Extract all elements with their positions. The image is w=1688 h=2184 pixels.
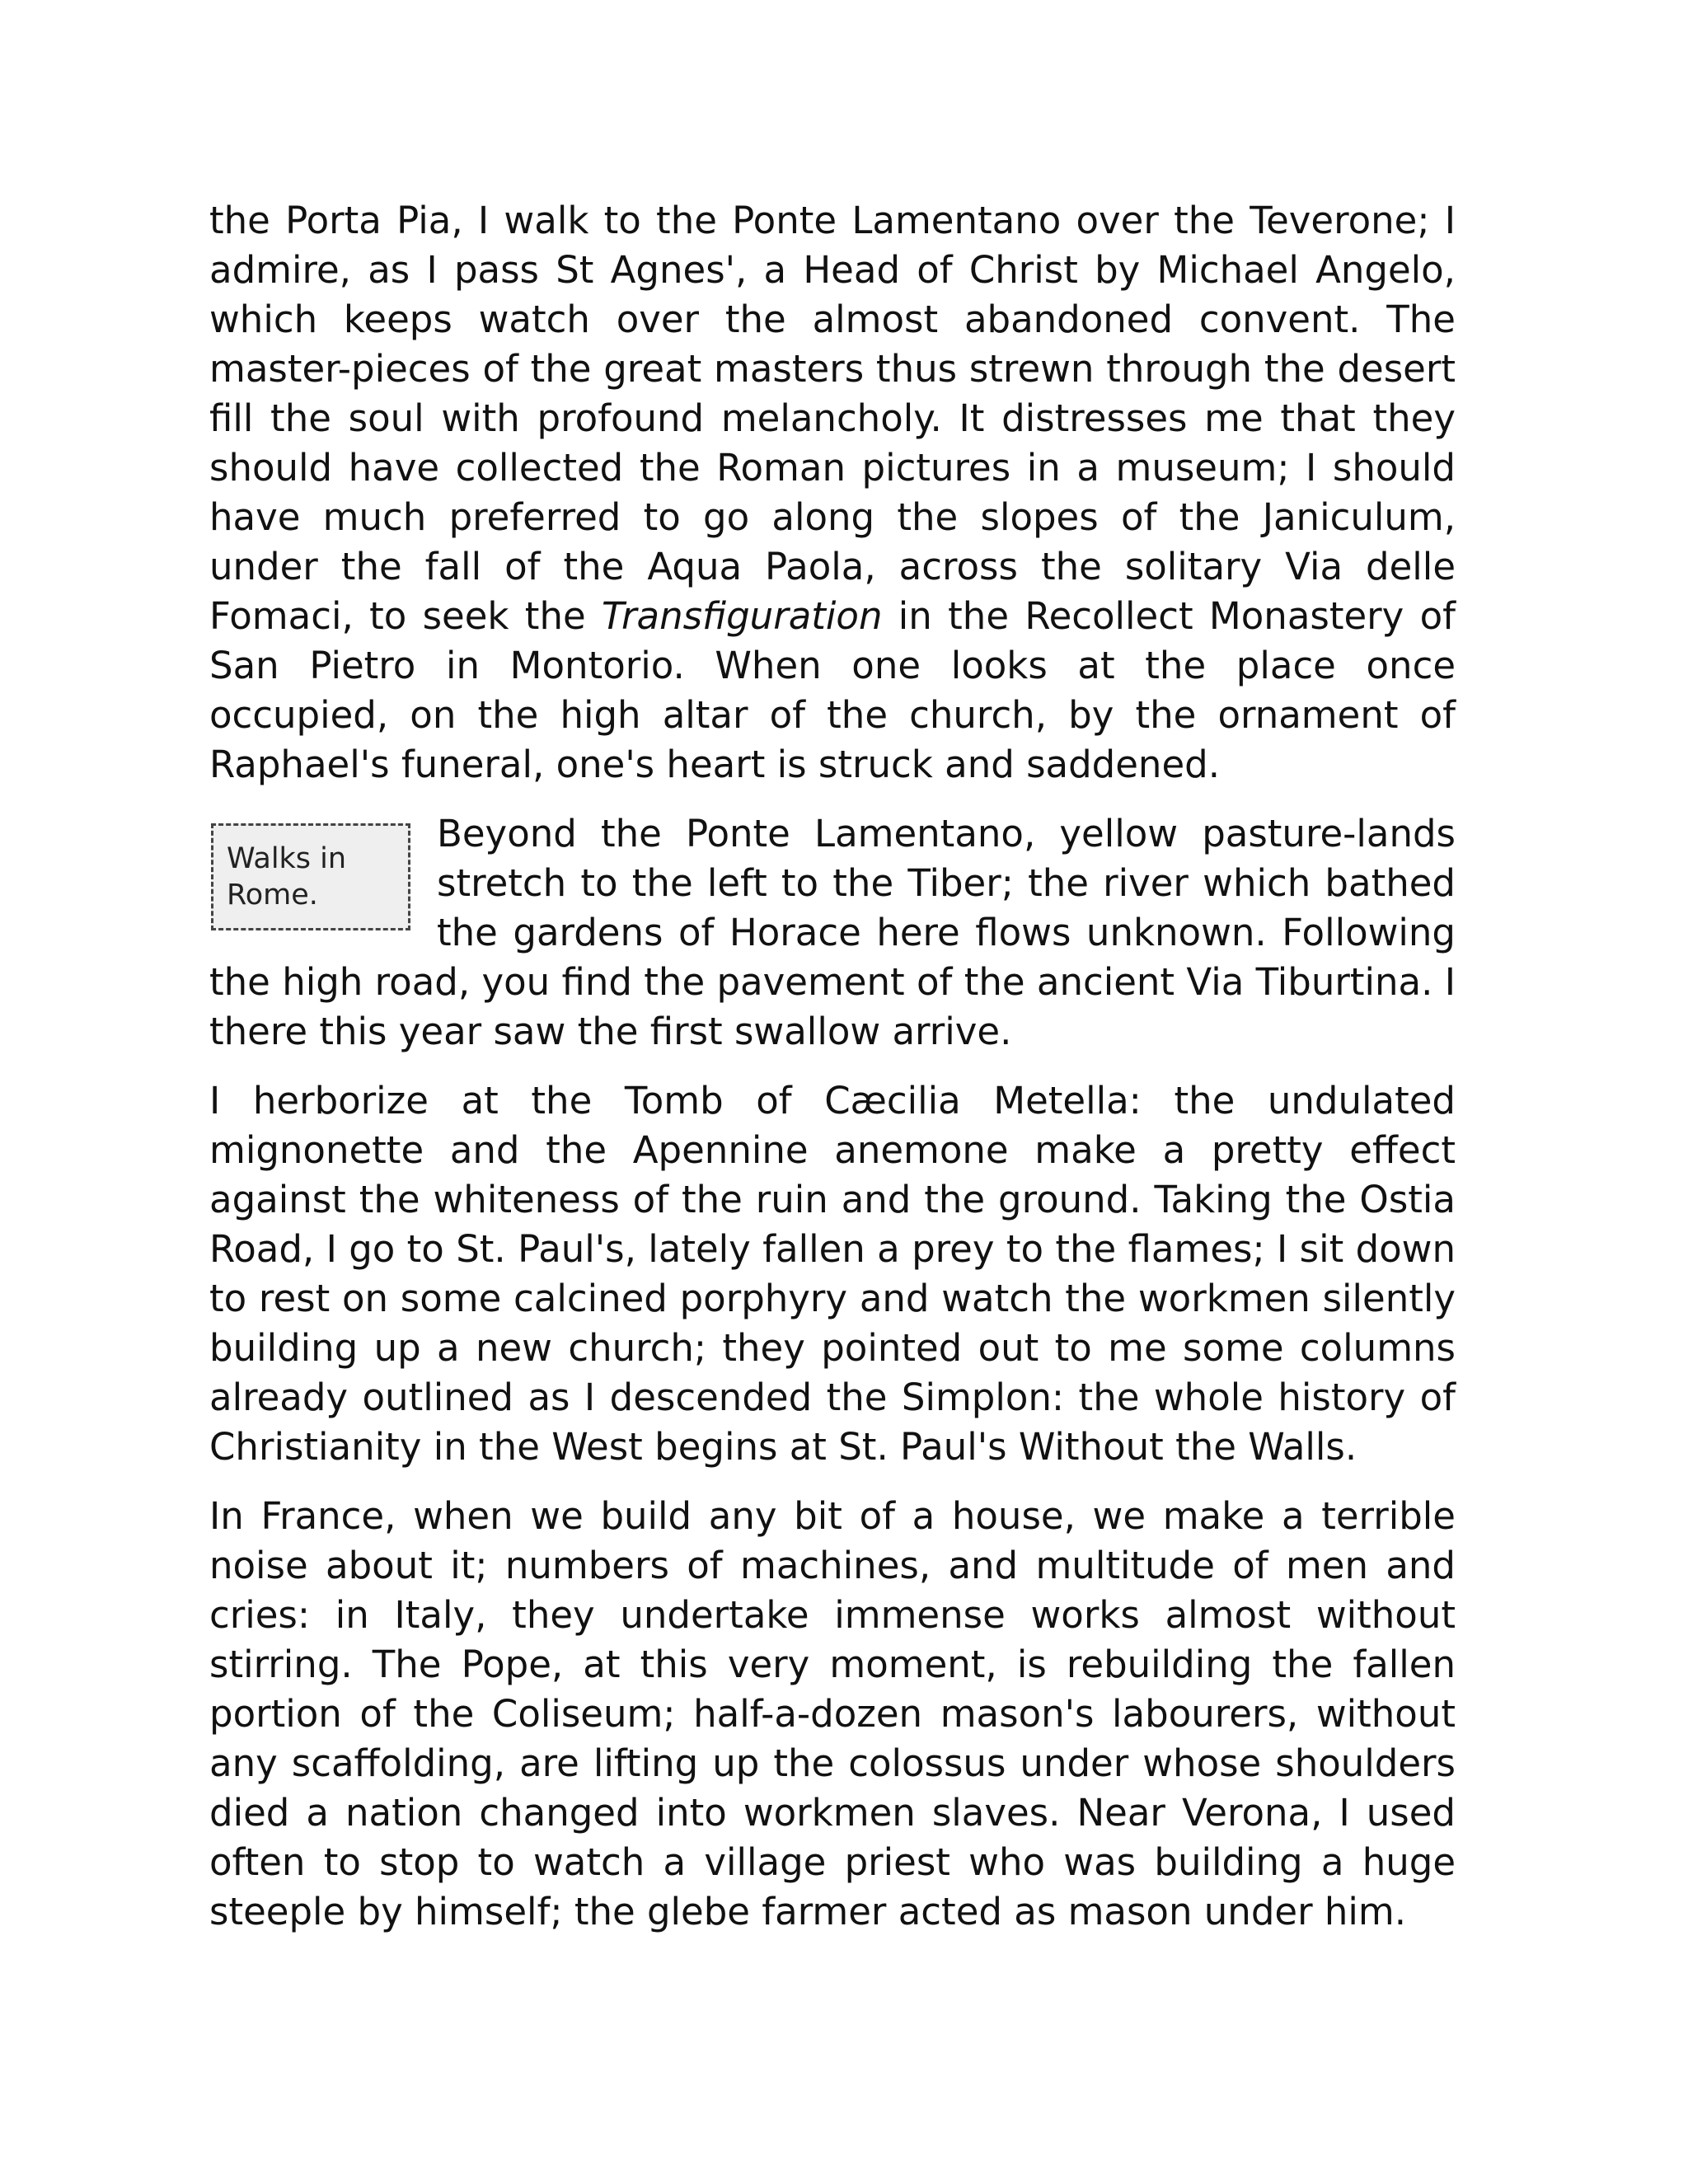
document-page bbox=[209, 196, 1456, 1957]
paragraph-3: I herborize at the Tomb of Cæcilia Metella: the undulated mignonette and the Apennine anemone make a pretty effect against the whiteness of the ruin and the ground. Taking the Ostia Road, I go to St. Paul's, lately fallen a prey to the flames; I sit down to rest on some calcined porphyry and watch the workmen silently building up a new church; they pointed out to me some columns already outlined as I descended the Simplon: the whole history of Christianity in the West begins at St. Paul's Without the Walls. bbox=[209, 1079, 1456, 1469]
paragraph-1-text-b: in the Recollect Monastery of San Pietro in Montorio. When one looks at the place once occupied, on the high altar of the church, by the ornament of Raphael's funeral, one's heart is struck and saddened. bbox=[209, 594, 1456, 786]
paragraph-1-text-a: the Porta Pia, I walk to the Ponte Lamentano over the Teverone; I admire, as I pass St Agnes', a Head of Christ by Michael Angelo, which keeps watch over the almost abandoned convent. The master-pieces of the great masters thus strewn through the desert fill the soul with profound melancholy. It distresses me that they should have collected the Roman pictures in a museum; I should have much preferred to go along the slopes of the Janiculum, under the fall of the Aqua Paola, across the solitary Via delle Fomaci, to seek the bbox=[209, 199, 1456, 638]
margin-note: Walks in Rome. bbox=[211, 823, 410, 930]
paragraph-4: In France, when we build any bit of a house, we make a terrible noise about it; numbers of machines, and multitude of men and cries: in Italy, they undertake immense works almost without stirring. The Pope, at this very moment, is rebuilding the fallen portion of the Coliseum; half-a-dozen mason's labourers, without any scaffolding, are lifting up the colossus under whose shoulders died a nation changed into workmen slaves. Near Verona, I used often to stop to watch a village priest who was building a huge steeple by himself; the glebe farmer acted as mason under him. bbox=[209, 1494, 1456, 1933]
paragraph-2-text: Beyond the Ponte Lamentano, yellow pasture-lands stretch to the left to the Tiber; the river which bathed the gardens of Horace here flows unknown. Following the high road, you find the pavement of the ancient Via Tiburtina. I there this year saw the first swallow arrive. bbox=[209, 812, 1456, 1053]
paragraph-1 bbox=[209, 196, 1456, 790]
paragraph-2 bbox=[209, 809, 1456, 1057]
transfiguration-title: Transfiguration bbox=[602, 594, 883, 638]
